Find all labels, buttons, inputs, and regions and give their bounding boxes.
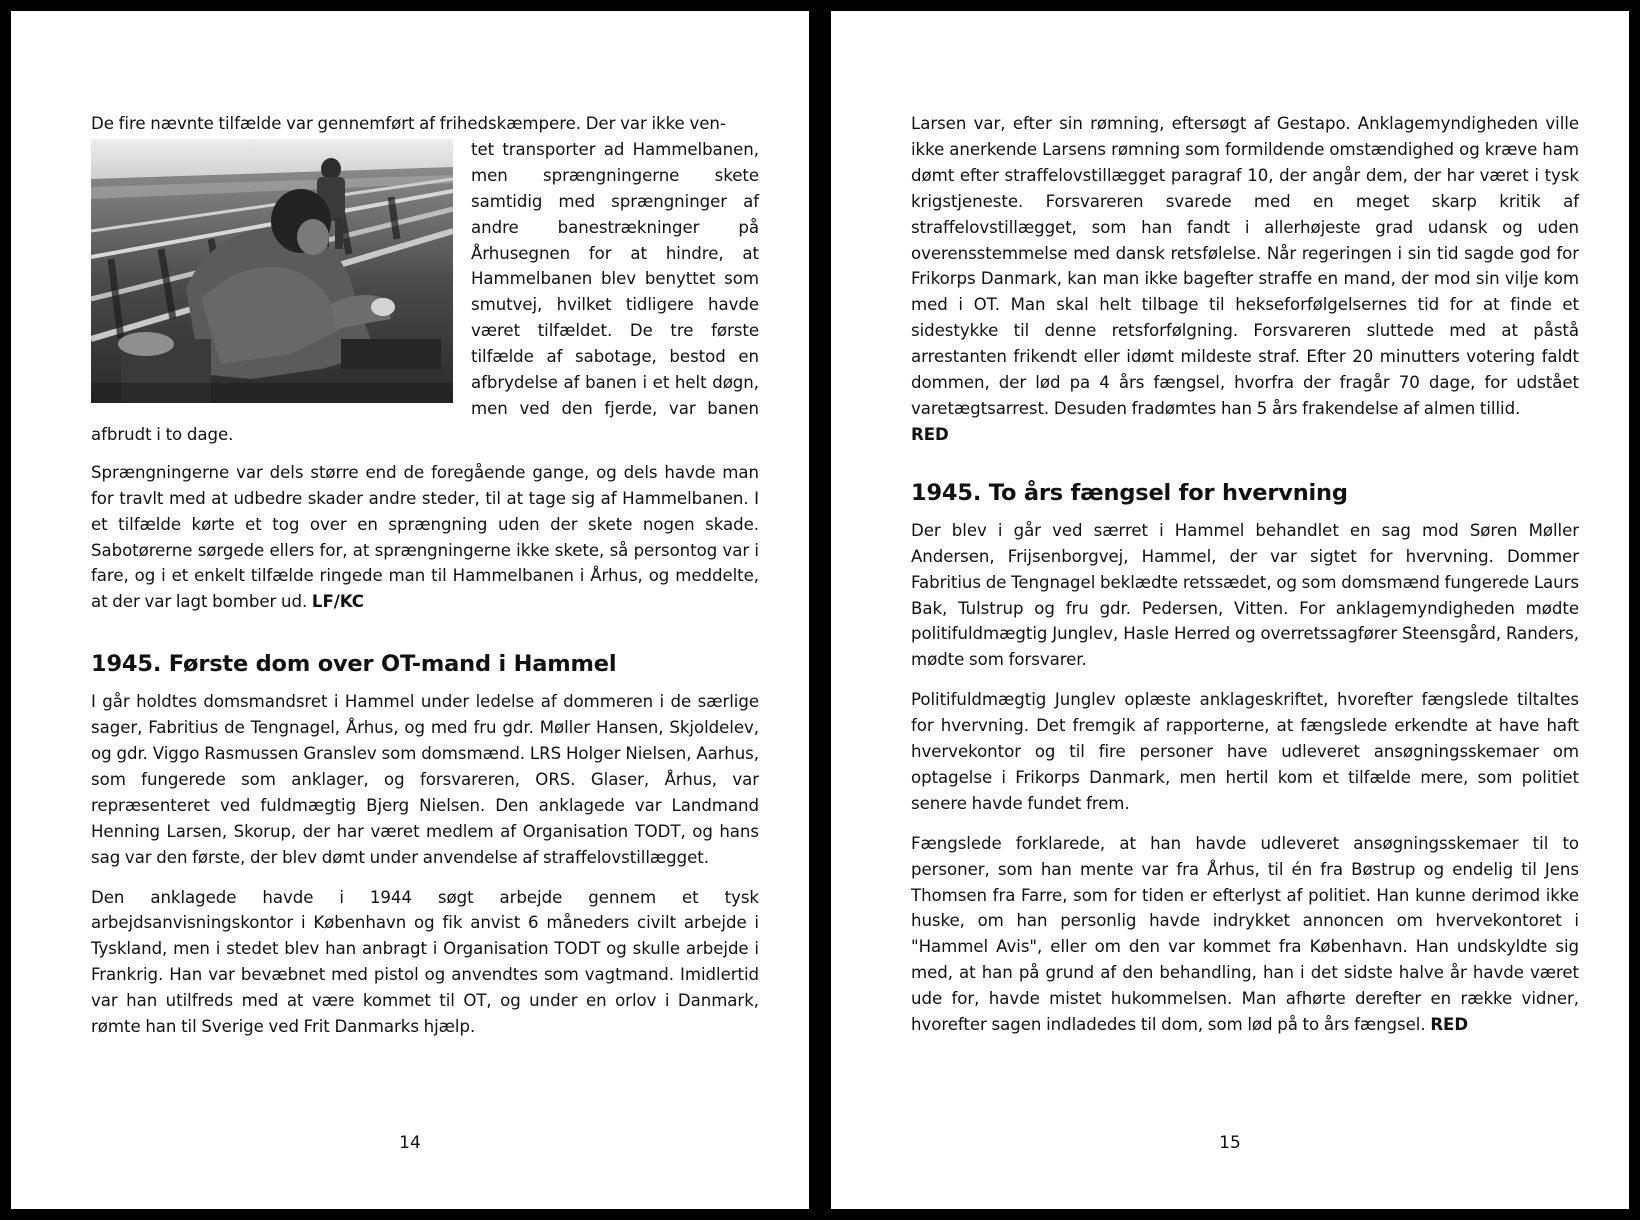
author-signature: RED bbox=[1430, 1015, 1469, 1035]
paragraph-text: De fire nævnte tilfælde var gennemført af frihedskæmpere. Der var ikke ven- bbox=[91, 114, 726, 133]
paragraph-text: Sprængningerne var dels større end de foregående gange, og dels havde man for travlt med at udbedre skader andre steder, til at tage sig af Hammelbanen. I et tilfælde kørte et tog over en sprængning uden der skete nogen skade. Sabotørerne sørgede ellers for, at sprængningerne ikke skete, så persontog var i fare, og i et enkelt tilfælde ringede man til Hammelbanen i Århus, og meddelte, at der var lagt bomber ud. bbox=[91, 462, 759, 612]
paragraph: Den anklagede havde i 1944 søgt arbejde gennem et tysk arbejdsanvisningskontor i København og fik anvist 6 måneders civilt arbejde i Tyskland, men i stedet blev han anbragt i Organisation TODT og skulle arbejde i Frankrig. Han var bevæbnet med pistol og anvendtes som vagtmand. Imidlertid var han utilfreds med at være kommet til OT, og under en orlov i Danmark, rømte han til Sverige ved Frit Danmarks hjælp. bbox=[91, 887, 759, 1037]
page-number bbox=[11, 1133, 809, 1153]
paragraph bbox=[91, 111, 759, 448]
page-number-text: 14 bbox=[399, 1133, 421, 1153]
saboteur-railway-photo bbox=[91, 139, 453, 403]
right-page-content bbox=[911, 111, 1579, 1052]
author-signature: RED bbox=[911, 424, 949, 444]
page-number bbox=[831, 1133, 1629, 1153]
right-page bbox=[831, 11, 1629, 1209]
paragraph-text: Fængslede forklarede, at han havde udleveret ansøgningsskemaer til to personer, som han mente var fra Århus, til én fra Bøstrup og endelig til Jens Thomsen fra Farre, som for tiden er efterlyst af politiet. Han kunne derimod ikke huske, om han personlig havde indrykket annoncen om hvervekontoret i "Hammel Avis", eller om den var kommet fra København. Han undskyldte sig med, at han på grund af den behandling, han i det sidste halve år havde været ude for, havde mistet hukommelsen. Man afhørte derefter en række vidner, hvorefter sagen indladedes til dom, som lød på to års fængsel. bbox=[911, 833, 1579, 1035]
paragraph: Der blev i går ved særret i Hammel behandlet en sag mod Søren Møller Andersen, Frijsenborgvej, Hammel, der var sigtet for hvervning. Dommer Fabritius de Tengnagel beklædte retssædet, og som domsmænd fungerede Laurs Bak, Tulstrup og fru gdr. Pedersen, Vitten. For anklagemyndigheden mødte politifuldmægtig Junglev, Hasle Herred og overretssagfører Steensgård, Randers, mødte som forsvarer. bbox=[911, 520, 1579, 670]
paragraph-text: tet transporter ad Hammelbanen, men sprængningerne skete samtidig med sprængninger af andre banestrækninger på Århusegnen for at hindre, at Hammelbanen blev benyttet som smutvej, hvilket tidligere havde været tilfældet. De tre første tilfælde af sabotage, bestod en afbrydelse af banen i et helt døgn, men ved den fjerde, var banen afbrudt i to dage. bbox=[91, 139, 759, 444]
paragraph: I går holdtes domsmandsret i Hammel under ledelse af dommeren i de særlige sager, Fabritius de Tengnagel, Århus, og med fru gdr. Møller Hansen, Skjoldelev, og gdr. Viggo Rasmussen Granslev som domsmænd. LRS Holger Nielsen, Aarhus, som fungerede som anklager, og forsvareren, ORS. Glaser, Århus, var repræsenteret ved fuldmægtig Bjerg Nielsen. Den anklagede var Landmand Henning Larsen, Skorup, der har været medlem af Organisation TODT, og hans sag var den første, der blev dømt under anvendelse af straffelovstillægget. bbox=[91, 692, 759, 867]
paragraph: Politifuldmægtig Junglev oplæste anklageskriftet, hvorefter fængslede tiltaltes for hvervning. Det fremgik af rapporterne, at fængslede erkendte at have haft hvervekontor og til fire personer have udleveret ansøgningsskemaer om optagelse i Frikorps Danmark, men hertil kom et tilfælde mere, som politiet senere havde fundet frem. bbox=[911, 690, 1579, 813]
paragraph bbox=[91, 460, 759, 615]
page-number-text: 15 bbox=[1219, 1133, 1241, 1153]
article-heading: 1945. To års fængsel for hvervning bbox=[911, 479, 1348, 506]
paragraph-text: Larsen var, efter sin rømning, eftersøgt af Gestapo. Anklagemyndigheden ville ikke anerkende Larsens rømning som formildende omstændighed og kræve ham dømt efter straffelovstillægget paragraf 10, der angår dem, der har været i tysk krigstjeneste. Forsvareren svarede med en meget skarp kritik af straffelovstillægget, som han fandt i allerhøjeste grad udansk og uden overensstemmelse med dansk retsfølelse. Når regeringen i sin tid sagde god for Frikorps Danmark, kan man ikke bagefter straffe en mand, der mod sin vilje kom med i OT. Man skal helt tilbage til hekseforfølgelsernes tid for at finde et sidestykke til denne retsforfølgning. Forsvareren sluttede med at påstå arrestanten frikendt eller idømt mildeste straf. Efter 20 minutters votering faldt dommen, der lød pa 4 års fængsel, hvorfra der fragår 70 dage, for udstået varetægtsarrest. Desuden fradømtes han 5 års frakendelse af almen tillid. bbox=[911, 114, 1579, 418]
article-heading: 1945. Første dom over OT-mand i Hammel bbox=[91, 651, 617, 678]
left-page bbox=[11, 11, 809, 1209]
author-signature: LF/KC bbox=[311, 592, 364, 612]
photo-illustration bbox=[91, 139, 453, 403]
paragraph bbox=[911, 831, 1579, 1038]
paragraph bbox=[911, 111, 1579, 448]
left-page-content bbox=[91, 111, 759, 1054]
